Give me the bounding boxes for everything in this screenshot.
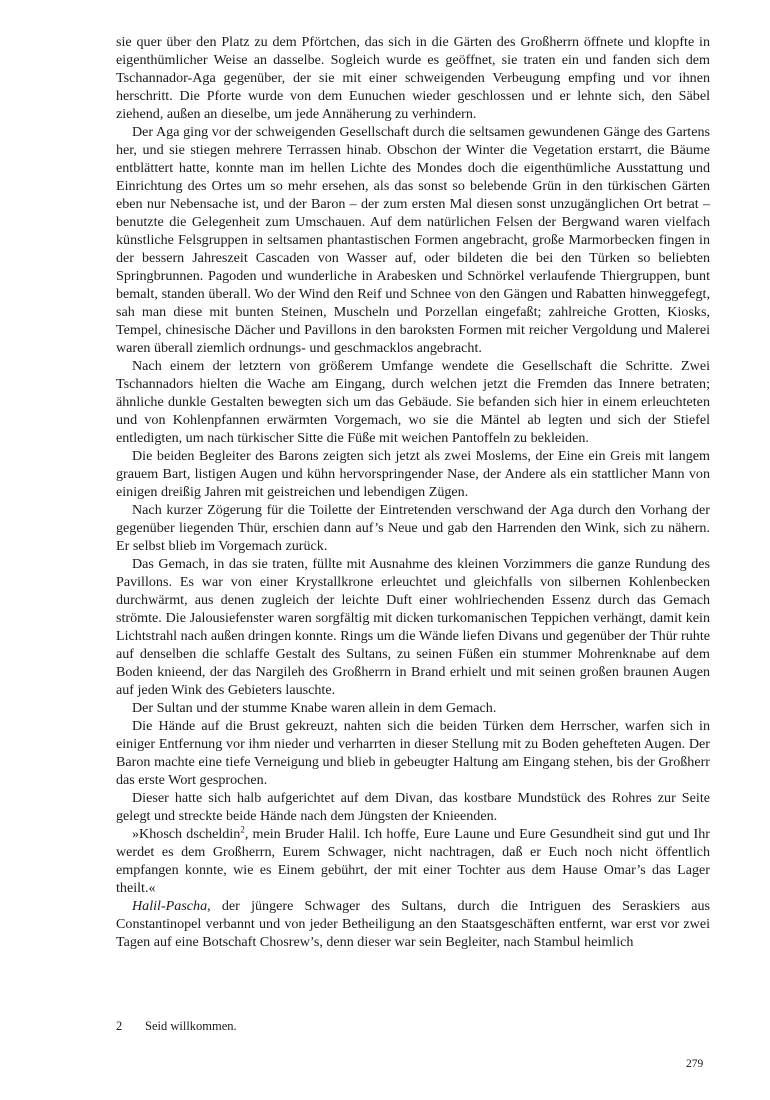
body-paragraph: [116, 123, 710, 357]
paragraph-text: sie quer über den Platz zu dem Pförtchen, das sich in die Gärten des Großherrn öffnete und klopfte in eigenthümlicher Weise an dasselbe. Sogleich wurde es geöffnet, sie traten ein und fanden sich dem Tschannador-Aga gegenüber, der sie mit einer schweigenden Verbeugung empfing und vor ihnen herschritt. Die Pforte wurde von dem Eunuchen wieder geschlossen und er lehnte sich, den Säbel ziehend, außen an dieselbe, um jede Annäherung zu verhindern.: [116, 34, 710, 122]
paragraph-text: Dieser hatte sich halb aufgerichtet auf dem Divan, das kostbare Mundstück des Rohres zur Seite gelegt und streckte beide Hände nach dem Jüngsten der Knieenden.: [116, 790, 710, 824]
body-paragraph: [116, 501, 710, 555]
footnote-text: Seid willkommen.: [145, 1019, 237, 1033]
paragraph-text: Das Gemach, in das sie traten, füllte mit Ausnahme des kleinen Vorzimmers die ganze Rundung des Pavillons. Es war von einer Krystallkrone erleuchtet und gleichfalls von silbernen Kohlenbecken durchwärmt, aus denen zugleich der leichte Duft einer wohlriechenden Essenz durch das Gemach strömte. Die Jalousiefenster waren sorgfältig mit dicken turkomanischen Teppichen verhängt, damit kein Lichtstrahl nach außen dringen konnte. Rings um die Wände liefen Divans und gegenüber der Thür ruhte auf denselben die schlaffe Gestalt des Sultans, zu seinen Füßen ein stummer Mohrenknabe auf dem Boden knieend, der das Nargileh des Großherrn in Brand erhielt und mit seinen großen braunen Augen auf jeden Wink des Gebieters lauschte.: [116, 556, 710, 698]
body-paragraph: [116, 357, 710, 447]
emphasized-text: Halil-Pascha: [132, 898, 208, 914]
paragraph-text: Nach einem der letztern von größerem Umfange wendete die Gesellschaft die Schritte. Zwei Tschannadors hielten die Wache am Eingang, durch welchen jetzt die Fremden das Innere betraten; ähnliche dunkle Gestalten bewegten sich um das Gebäude. Sie befanden sich hier in einem erleuchteten und von Kohlenpfannen erwärmten Vorgemach, wo sie die Mäntel ab legten und sich der Stiefel entledigten, um nach türkischer Sitte die Füße mit weichen Pantoffeln zu bekleiden.: [116, 358, 710, 446]
paragraph-text: , mein Bruder Halil. Ich hoffe, Eure Laune und Eure Gesundheit sind gut und Ihr werdet es dem Großherrn, Eurem Schwager, nicht nachtragen, daß er Euch noch nicht öffentlich empfangen konnte, wie es Einem gebührt, der mit einer Tochter aus dem Hause Omar’s das Lager theilt.«: [116, 826, 710, 896]
footnote: [116, 1018, 237, 1034]
body-paragraph: [116, 897, 710, 951]
paragraph-text: Die Hände auf die Brust gekreuzt, nahten sich die beiden Türken dem Herrscher, warfen sich in einiger Entfernung vor ihm nieder und verharrten in dieser Stellung mit zu Boden gehefteten Augen. Der Baron machte eine tiefe Verneigung und blieb in gebeugter Haltung am Eingang stehen, bis der Großherr das erste Wort gesprochen.: [116, 718, 710, 788]
body-paragraph: [116, 33, 710, 123]
paragraph-text: Der Aga ging vor der schweigenden Gesellschaft durch die seltsamen gewundenen Gänge des Gartens her, und sie stiegen mehrere Terrassen hinab. Obschon der Winter die Vegetation erstarrt, die Bäume entblättert hatte, konnte man im hellen Lichte des Mondes doch die eigenthümliche Ausstattung und Einrichtung des Ortes um so mehr ersehen, als das sonst so belebende Grün in den türkischen Gärten eben nur Nebensache ist, und der Baron – der zum ersten Mal diesen sonst unzugänglichen Ort betrat – benutzte die Gelegenheit zum Umschauen. Auf dem natürlichen Felsen der Bergwand waren vielfach künstliche Felsgruppen in seltsamen phantastischen Formen angebracht, große Marmorbecken fingen in der bessern Jahreszeit Cascaden von Wasser auf, oder bildeten die bei den Türken so beliebten Springbrunnen. Pagoden und wunderliche in Arabesken und Schnörkel verlaufende Thiergruppen, bunt bemalt, standen überall. Wo der Wind den Reif und Schnee von den Gängen und Rabatten hinweggefegt, sah man diese mit bunten Steinen, Muscheln und Porzellan eingefaßt; zahlreiche Grotten, Kiosks, Tempel, chinesische Dächer und Pavillons in den baroksten Formen mit reicher Vergoldung und Malerei waren überall ziemlich ordnungs- und geschmacklos angebracht.: [116, 124, 710, 356]
body-paragraph: [116, 717, 710, 789]
body-paragraph: [116, 699, 710, 717]
paragraph-text: Nach kurzer Zögerung für die Toilette der Eintretenden verschwand der Aga durch den Vorhang der gegenüber liegenden Thür, erschien dann auf’s Neue und gab den Harrenden den Wink, sich zu nähern. Er selbst blieb im Vorgemach zurück.: [116, 502, 710, 554]
paragraph-text: »Khosch dscheldin: [132, 826, 241, 842]
page-number: 279: [686, 1058, 704, 1070]
paragraph-text: Der Sultan und der stumme Knabe waren allein in dem Gemach.: [132, 700, 497, 716]
page-body: [116, 33, 710, 951]
body-paragraph: [116, 555, 710, 699]
paragraph-text: Die beiden Begleiter des Barons zeigten sich jetzt als zwei Moslems, der Eine ein Greis mit langem grauem Bart, listigen Augen und kühn hervorspringender Nase, der Andere als ein stattlicher Mann von einigen dreißig Jahren mit geistreichen und lebendigen Zügen.: [116, 448, 710, 500]
body-paragraph: [116, 825, 710, 897]
footnote-number: 2: [116, 1019, 123, 1033]
body-paragraph: [116, 447, 710, 501]
paragraph-text: , der jüngere Schwager des Sultans, durch die Intriguen des Seraskiers aus Constantinopel verbannt und von jeder Betheiligung an den Staatsgeschäften entfernt, war erst vor zwei Tagen auf eine Botschaft Chosrew’s, denn dieser war sein Begleiter, nach Stambul heimlich: [116, 898, 710, 950]
body-paragraph: [116, 789, 710, 825]
footnote-reference: 2: [240, 824, 245, 835]
